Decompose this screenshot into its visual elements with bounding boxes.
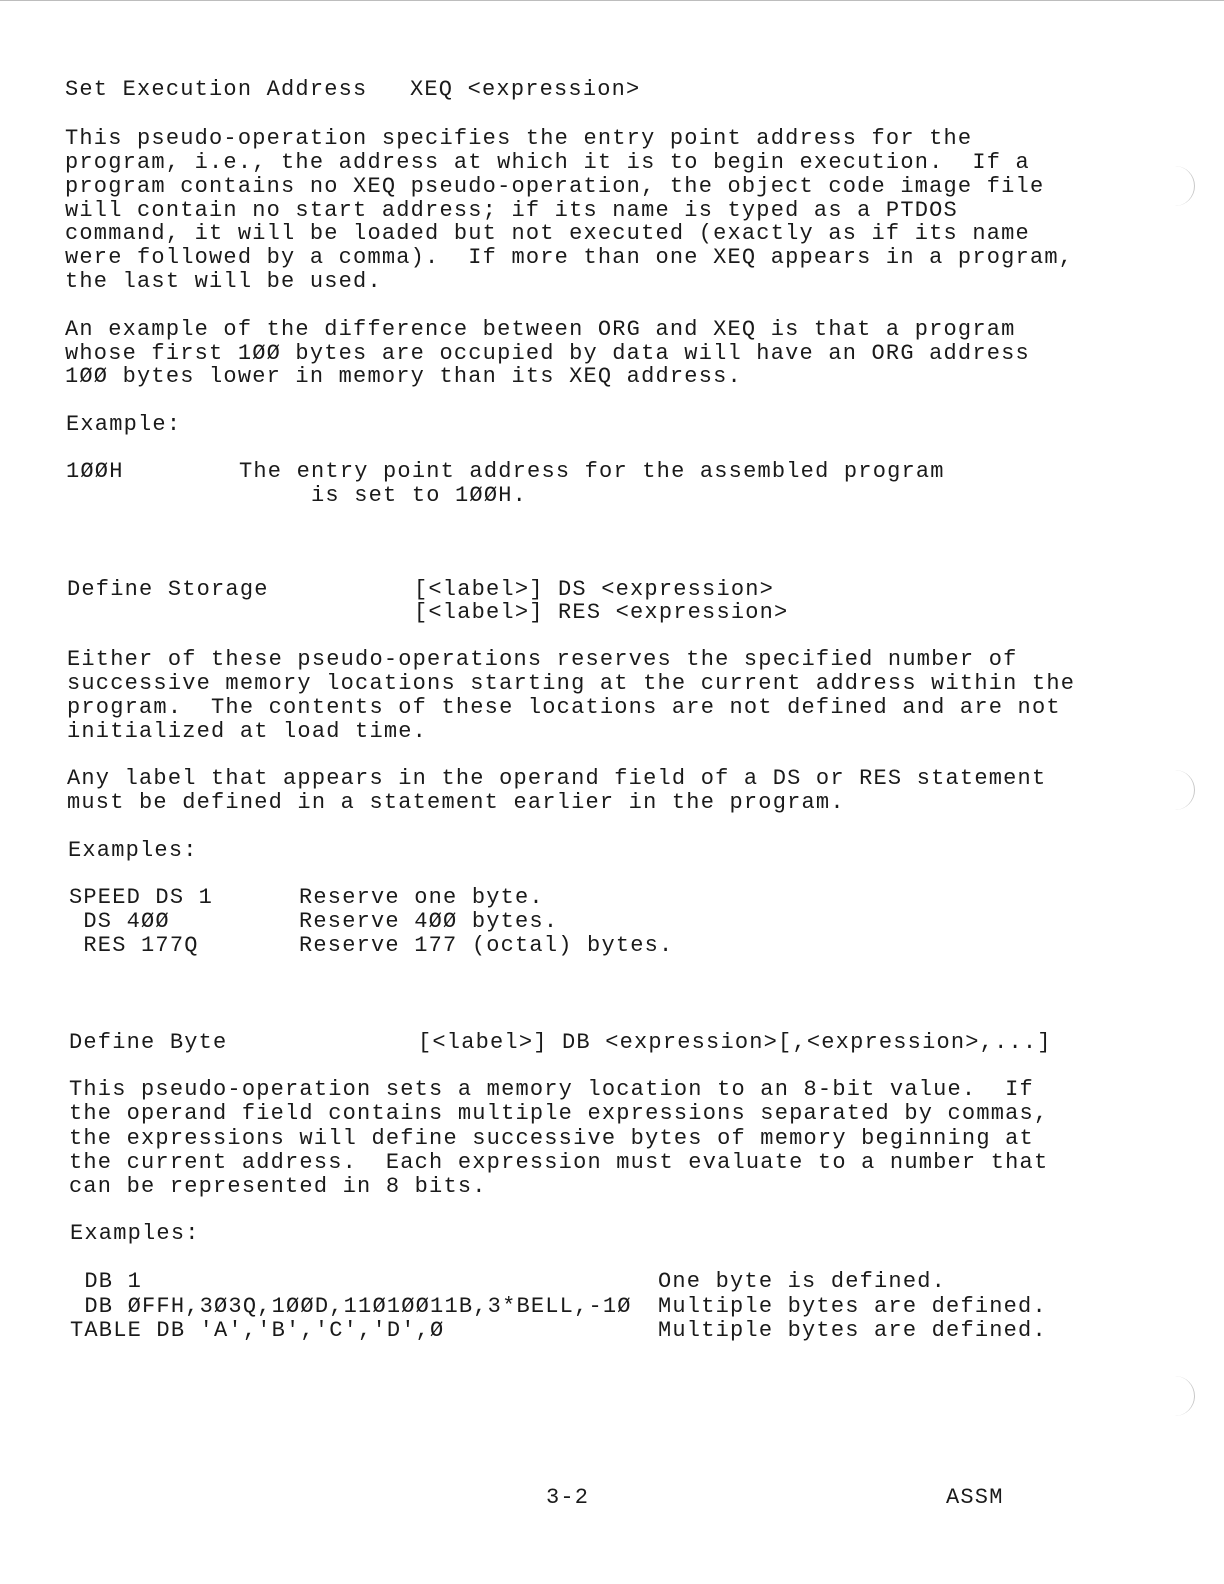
- ds-syntax: [<label>] DS <expression>: [414, 577, 775, 602]
- db-para1-line: the current address. Each expression must evaluate to a number that: [69, 1150, 1049, 1175]
- binder-hole-mark: [1168, 1376, 1195, 1416]
- db-para1-line: can be represented in 8 bits.: [69, 1174, 487, 1199]
- ds-syntax: [<label>] RES <expression>: [414, 600, 789, 625]
- ds-para2-line: Any label that appears in the operand field of a DS or RES statement: [67, 766, 1047, 791]
- xeq-para1-line: command, it will be loaded but not executed (exactly as if its name: [65, 221, 1030, 246]
- xeq-para2-line: An example of the difference between ORG and XEQ is that a program: [65, 317, 1016, 342]
- binder-hole-mark: [1168, 770, 1195, 810]
- ds-para1-line: program. The contents of these locations are not defined and are not: [67, 695, 1061, 720]
- xeq-para1-line: were followed by a comma). If more than one XEQ appears in a program,: [65, 245, 1074, 270]
- page-number: 3-2: [546, 1485, 590, 1510]
- xeq-para1-line: the last will be used.: [65, 269, 382, 294]
- db-example-code: DB 1: [70, 1269, 143, 1294]
- xeq-para1-line: will contain no start address; if its name is typed as a PTDOS: [65, 198, 958, 223]
- ds-para1-line: initialized at load time.: [67, 719, 428, 744]
- xeq-para1-line: program, i.e., the address at which it is to begin execution. If a: [65, 150, 1030, 175]
- ds-para2-line: must be defined in a statement earlier in the program.: [67, 790, 845, 815]
- ds-heading: Define Storage: [67, 577, 269, 602]
- db-heading: Define Byte: [69, 1030, 228, 1055]
- xeq-para1-line: This pseudo-operation specifies the entry point address for the: [65, 126, 973, 151]
- ds-example-code: SPEED DS 1: [69, 885, 214, 910]
- xeq-example-desc: is set to 1ØØH.: [311, 483, 528, 508]
- db-examples-label: Examples:: [70, 1221, 200, 1246]
- xeq-example-label: Example:: [66, 412, 182, 437]
- db-syntax: [<label>] DB <expression>[,<expression>,...]: [418, 1030, 1052, 1055]
- db-example-desc: Multiple bytes are defined.: [658, 1294, 1047, 1319]
- xeq-example-desc: The entry point address for the assembled program: [239, 459, 945, 484]
- db-example-code: DB ØFFH,3Ø3Q,1ØØD,11Ø1ØØ11B,3*BELL,-1Ø: [70, 1294, 632, 1319]
- db-para1-line: the expressions will define successive bytes of memory beginning at: [69, 1126, 1034, 1151]
- db-para1-line: This pseudo-operation sets a memory location to an 8-bit value. If: [69, 1077, 1034, 1102]
- xeq-syntax: XEQ <expression>: [410, 77, 641, 102]
- db-example-desc: One byte is defined.: [658, 1269, 947, 1294]
- ds-example-desc: Reserve 177 (octal) bytes.: [299, 933, 674, 958]
- db-para1-line: the operand field contains multiple expressions separated by commas,: [69, 1101, 1049, 1126]
- xeq-para2-line: whose first 1ØØ bytes are occupied by data will have an ORG address: [65, 341, 1030, 366]
- top-border: [0, 0, 1224, 1]
- ds-example-code: RES 177Q: [69, 933, 199, 958]
- xeq-para1-line: program contains no XEQ pseudo-operation, the object code image file: [65, 174, 1045, 199]
- binder-hole-mark: [1168, 166, 1195, 206]
- section-code: ASSM: [946, 1485, 1004, 1510]
- ds-para1-line: successive memory locations starting at the current address within the: [67, 671, 1076, 696]
- db-example-code: TABLE DB 'A','B','C','D',Ø: [70, 1318, 445, 1343]
- ds-example-code: DS 4ØØ: [69, 909, 170, 934]
- ds-examples-label: Examples:: [68, 838, 198, 863]
- xeq-heading: Set Execution Address: [65, 77, 368, 102]
- ds-example-desc: Reserve 4ØØ bytes.: [299, 909, 559, 934]
- xeq-para2-line: 1ØØ bytes lower in memory than its XEQ address.: [65, 364, 742, 389]
- db-example-desc: Multiple bytes are defined.: [658, 1318, 1047, 1343]
- xeq-example-code: 1ØØH: [66, 459, 124, 484]
- ds-para1-line: Either of these pseudo-operations reserves the specified number of: [67, 647, 1018, 672]
- ds-example-desc: Reserve one byte.: [299, 885, 544, 910]
